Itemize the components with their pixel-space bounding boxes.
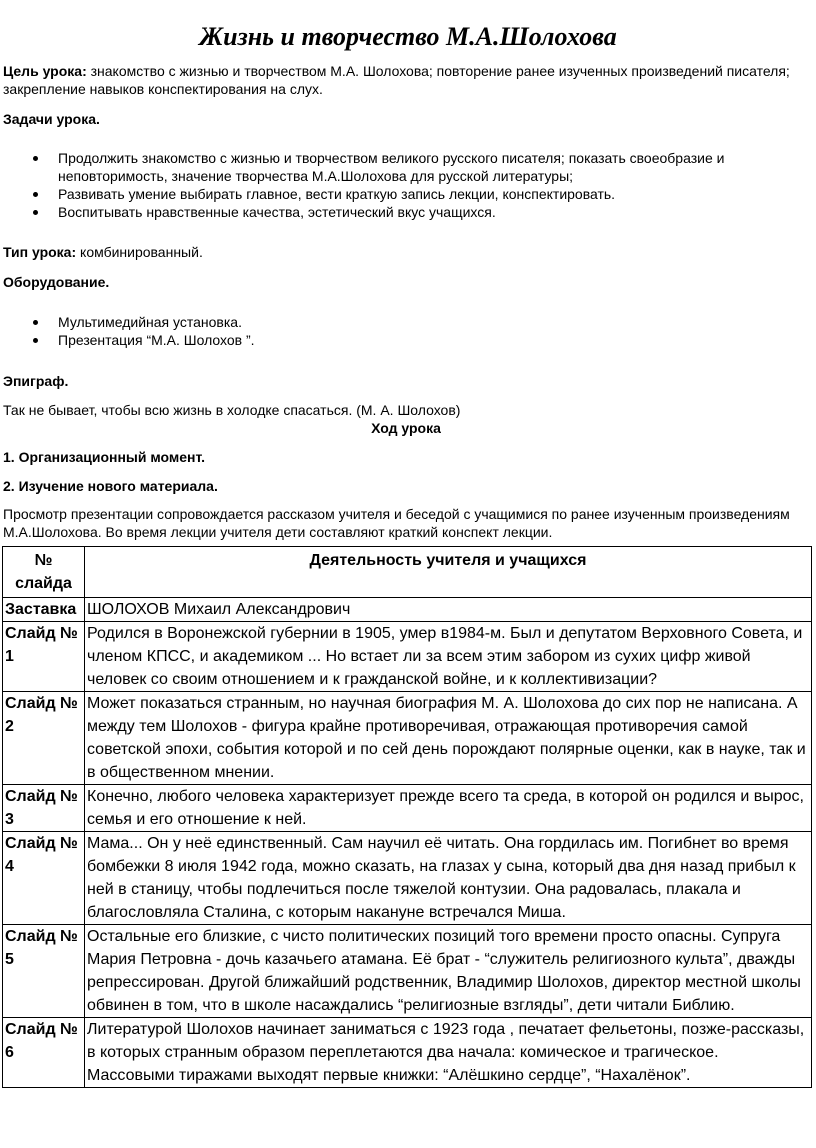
slide-number-cell: Слайд № 3 [3,785,85,832]
slide-number-cell: Слайд № 5 [3,925,85,1018]
list-item: Развивать умение выбирать главное, вести краткую запись лекции, конспектировать. [3,185,809,203]
table-header-row [3,547,812,598]
slide-number-cell: Слайд № 1 [3,622,85,692]
activity-cell: Может показаться странным, но научная биография М. А. Шолохова до сих пор не написана. А между тем Шолохов - фигура крайне противоречивая, отражающая противоречия самой советской эпохи, события которой и по сей день порождают полярные оценки, как в науке, так и в общественном мнении. [85,692,812,785]
table-row [3,622,812,692]
tasks-label: Задачи урока. [3,111,100,127]
stage-1-heading: 1. Организационный момент. [3,449,206,465]
activity-cell: Родился в Воронежской губернии в 1905, умер в1984-м. Был и депутатом Верховного Совета, и членом КПСС, и академиком ... Но встает ли за всем этим забором из сухих цифр живой человек со своим отношением и к гражданской войне, и к коллективизации? [85,622,812,692]
equipment-label: Оборудование. [3,274,110,290]
column-header-activity: Деятельность учителя и учащихся [85,547,812,598]
slide-number-cell: Слайд № 4 [3,832,85,925]
goal-text: знакомство с жизнью и творчеством М.А. Шолохова; повторение ранее изученных произведений писателя; закрепление навыков конспектирования на слух. [3,63,790,97]
page-title: Жизнь и творчество М.А.Шолохова [199,22,617,51]
lesson-type-label: Тип урока: [3,244,77,260]
epigraph-label: Эпиграф. [3,373,69,389]
lesson-type [3,243,809,261]
bullet-icon [33,210,38,215]
bullet-icon [33,320,38,325]
list-item: Продолжить знакомство с жизнью и творчеством великого русского писателя; показать своеобразие и неповторимость, значение творчества М.А.Шолохова для русской литературы; [3,149,809,185]
table-row [3,832,812,925]
tasks-list [3,149,809,221]
stage-2-heading: 2. Изучение нового материала. [3,478,218,494]
goal-label: Цель урока: [3,63,87,79]
equipment-list [3,313,809,349]
intro-paragraph: Просмотр презентации сопровождается рассказом учителя и беседой с учащимися по ранее изученным произведениям М.А.Шолохова. Во время лекции учителя дети составляют краткий конспект лекции. [3,506,790,540]
activity-cell: Мама... Он у неё единственный. Сам научил её читать. Она гордилась им. Погибнет во время бомбежки 8 июля 1942 года, можно сказать, на глазах у сына, который два дня назад прибыл к ней в станицу, чтобы подлечиться после тяжелой контузии. Она радовалась, плакала и благословляла Сталина, с которым накануне встречался Миша. [85,832,812,925]
slide-number-cell: Слайд № 2 [3,692,85,785]
list-item: Мультимедийная установка. [3,313,809,331]
activity-cell: ШОЛОХОВ Михаил Александрович [85,598,812,622]
slides-table [2,546,812,1088]
slide-number-cell: Слайд № 6 [3,1018,85,1088]
bullet-icon [33,156,38,161]
bullet-icon [33,338,38,343]
column-header-slide-number: № слайда [3,547,85,598]
list-item: Воспитывать нравственные качества, эстетический вкус учащихся. [3,203,809,221]
activity-cell: Литературой Шолохов начинает заниматься с 1923 года , печатает фельетоны, позже-рассказы, в которых странным образом переплетаются два начала: комическое и трагическое. Массовыми тиражами выходят первые книжки: “Алёшкино сердце”, “Нахалёнок”. [85,1018,812,1088]
activity-cell: Остальные его близкие, с чисто политических позиций того времени просто опасны. Супруга Мария Петровна - дочь казачьего атамана. Её брат - “служитель религиозного культа”, дважды репрессирован. Другой ближайший родственник, Владимир Шолохов, директор местной школы обвинен в том, что в школе насаждались “религиозные взгляды”, дети читали Библию. [85,925,812,1018]
bullet-icon [33,192,38,197]
course-heading: Ход урока [371,420,441,436]
table-row [3,692,812,785]
table-row [3,785,812,832]
table-row [3,925,812,1018]
lesson-goal [3,62,809,98]
lesson-type-text: комбинированный. [76,244,203,260]
list-item: Презентация “М.А. Шолохов ”. [3,331,809,349]
table-row [3,1018,812,1088]
activity-cell: Конечно, любого человека характеризует прежде всего та среда, в которой он родился и вырос, семья и его отношение к ней. [85,785,812,832]
table-row [3,598,812,622]
slide-number-cell: Заставка [3,598,85,622]
epigraph-text: Так не бывает, чтобы всю жизнь в холодке спасаться. (М. А. Шолохов) [3,402,461,418]
